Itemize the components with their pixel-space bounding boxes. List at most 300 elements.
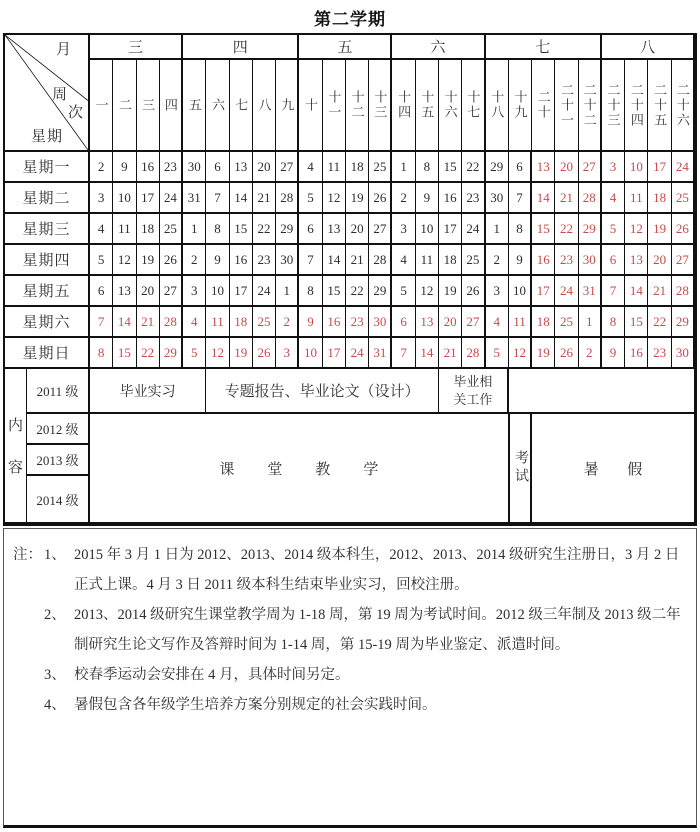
week-number-23-text: 二十三 (605, 82, 621, 128)
date-cell-text: 28 (675, 282, 689, 298)
date-cell-text: 19 (234, 344, 248, 360)
date-cell-text: 31 (582, 282, 596, 298)
date-cell (439, 214, 462, 245)
date-cell (416, 183, 439, 214)
date-cell-text: 11 (118, 220, 131, 236)
date-cell (416, 307, 439, 338)
date-cell-text: 30 (582, 251, 596, 267)
week-number-7 (230, 60, 253, 152)
weekday-label-6-text: 星期六 (22, 315, 71, 331)
week-number-18 (486, 60, 509, 152)
date-cell (90, 152, 113, 183)
grade-label-2012级-text: 2012 级 (36, 422, 79, 437)
date-cell-text: 4 (400, 251, 407, 267)
week-number-13 (369, 60, 392, 152)
date-cell-text: 18 (536, 313, 550, 329)
date-cell-text: 8 (516, 220, 523, 236)
week-number-20 (532, 60, 555, 152)
date-cell (137, 214, 160, 245)
date-cell (532, 214, 555, 245)
weekday-label-3-text: 星期三 (22, 222, 71, 238)
date-cell-text: 21 (350, 251, 364, 267)
date-cell (555, 307, 578, 338)
date-cell-text: 12 (512, 344, 526, 360)
date-cell-text: 29 (582, 220, 596, 236)
week-number-22-text: 二十二 (581, 82, 597, 128)
date-cell (439, 183, 462, 214)
date-cell-text: 1 (190, 220, 198, 236)
date-cell (509, 183, 532, 214)
date-cell (160, 307, 183, 338)
grade-label-2012级 (27, 414, 90, 445)
date-cell-text: 10 (304, 344, 318, 360)
notes-section (3, 528, 697, 828)
week-number-14-text: 十四 (396, 90, 412, 120)
week-number-24 (625, 60, 648, 152)
corner-week-label-char1: 周 (52, 87, 68, 103)
date-cell (486, 245, 509, 276)
weekday-label-4 (5, 245, 90, 276)
week-number-8 (253, 60, 276, 152)
date-cell (253, 152, 276, 183)
date-cell (392, 214, 415, 245)
date-cell (579, 338, 602, 369)
date-cell-text: 23 (560, 251, 573, 267)
date-cell-text: 21 (141, 313, 155, 329)
note-text: 暑假包含各年级学生培养方案分别规定的社会实践时间。 (74, 697, 437, 713)
date-cell-text: 9 (121, 158, 128, 174)
date-cell-text: 22 (350, 282, 364, 298)
date-cell (625, 245, 648, 276)
date-cell (416, 276, 439, 307)
graduation-internship-cell-text: 毕业实习 (119, 384, 176, 400)
date-cell-text: 26 (675, 220, 689, 236)
date-cell-text: 13 (234, 158, 248, 174)
note-number: 3、 (44, 667, 66, 683)
date-cell (369, 214, 392, 245)
date-cell-text: 14 (234, 189, 248, 205)
thesis-report-cell-text: 专题报告、毕业论文（设计） (224, 384, 420, 400)
date-cell-text: 8 (97, 344, 105, 360)
date-cell-text: 23 (163, 158, 177, 174)
date-cell-text: 13 (629, 251, 643, 267)
date-cell (346, 276, 369, 307)
date-cell-text: 9 (516, 251, 523, 267)
month-header-1 (90, 35, 183, 60)
week-number-4-text: 四 (162, 97, 178, 113)
week-number-9 (276, 60, 299, 152)
week-number-19-text: 十九 (512, 90, 528, 120)
date-cell-text: 16 (629, 344, 643, 360)
week-number-12-text: 十二 (349, 90, 365, 120)
week-number-16 (439, 60, 462, 152)
date-cell-text: 2 (586, 344, 593, 360)
date-cell (602, 338, 625, 369)
date-cell (206, 183, 229, 214)
date-cell-text: 17 (234, 282, 248, 298)
date-cell-text: 14 (536, 189, 550, 205)
date-cell-text: 16 (234, 251, 248, 267)
date-cell-text: 14 (117, 313, 131, 329)
date-cell (625, 152, 648, 183)
corner-month-label: 月 (55, 42, 71, 58)
date-cell-text: 19 (350, 189, 364, 205)
date-cell-text: 12 (117, 251, 131, 267)
date-cell (160, 183, 183, 214)
month-header-5 (486, 35, 602, 60)
date-cell-text: 28 (582, 189, 596, 205)
weekday-label-6 (5, 307, 90, 338)
date-cell-text: 9 (214, 251, 221, 267)
date-cell (532, 183, 555, 214)
date-cell-text: 25 (560, 313, 573, 329)
date-cell-text: 10 (117, 189, 131, 205)
date-cell-text: 12 (629, 220, 643, 236)
week-number-2-text: 二 (116, 97, 132, 113)
date-cell (230, 338, 253, 369)
date-cell (90, 276, 113, 307)
date-cell (299, 307, 322, 338)
date-cell (579, 214, 602, 245)
date-cell (90, 245, 113, 276)
date-cell (369, 338, 392, 369)
month-header-2-text: 四 (232, 40, 248, 56)
date-cell-text: 6 (214, 158, 221, 174)
date-cell (486, 183, 509, 214)
date-cell (323, 338, 346, 369)
week-number-18-text: 十八 (489, 90, 505, 120)
notes-list (44, 540, 686, 720)
date-cell-text: 28 (373, 251, 387, 267)
date-cell (253, 183, 276, 214)
month-header-5-text: 七 (535, 40, 551, 56)
date-cell-text: 8 (307, 282, 314, 298)
week-number-1-text: 一 (93, 97, 109, 113)
date-cell-text: 7 (400, 344, 407, 360)
date-cell (602, 307, 625, 338)
date-cell-text: 20 (443, 313, 457, 329)
date-cell (346, 183, 369, 214)
date-cell-text: 3 (97, 189, 105, 205)
date-cell (509, 338, 532, 369)
week-number-15 (416, 60, 439, 152)
date-cell-text: 30 (187, 158, 201, 174)
date-cell (486, 276, 509, 307)
date-cell-text: 24 (560, 282, 573, 298)
date-cell (253, 214, 276, 245)
date-cell (299, 152, 322, 183)
grade-label-2013级-text: 2013 级 (36, 453, 79, 468)
date-cell-text: 15 (234, 220, 248, 236)
date-cell (230, 152, 253, 183)
grade-label-2011级-text: 2011 级 (36, 384, 79, 399)
date-cell (113, 214, 136, 245)
date-cell-text: 5 (97, 251, 105, 267)
weekday-label-2-text: 星期二 (22, 191, 71, 207)
date-cell-text: 31 (373, 344, 387, 360)
date-cell-text: 4 (493, 313, 500, 329)
date-cell-text: 6 (307, 220, 314, 236)
date-cell-text: 2 (97, 158, 105, 174)
date-cell-text: 3 (493, 282, 500, 298)
date-cell-text: 15 (443, 158, 457, 174)
week-number-5-text: 五 (186, 97, 202, 113)
weekday-label-1 (5, 152, 90, 183)
grade-label-2014级 (27, 476, 90, 524)
date-cell-text: 2 (493, 251, 500, 267)
date-cell-text: 29 (490, 158, 504, 174)
date-cell-text: 12 (210, 344, 224, 360)
date-cell (625, 214, 648, 245)
graduation-related-work-cell (439, 369, 509, 414)
date-cell-text: 11 (630, 189, 643, 205)
date-cell (532, 307, 555, 338)
date-cell (276, 183, 299, 214)
week-number-2 (113, 60, 136, 152)
date-cell (579, 152, 602, 183)
date-cell (648, 152, 671, 183)
date-cell-text: 8 (609, 313, 617, 329)
date-cell (276, 276, 299, 307)
date-cell-text: 18 (234, 313, 248, 329)
date-cell-text: 20 (141, 282, 155, 298)
date-cell-text: 27 (466, 313, 480, 329)
date-cell-text: 27 (675, 251, 689, 267)
date-cell (439, 338, 462, 369)
date-cell-text: 28 (466, 344, 480, 360)
date-cell-text: 14 (327, 251, 341, 267)
date-cell-text: 20 (257, 158, 271, 174)
week-number-17 (462, 60, 485, 152)
date-cell-text: 10 (210, 282, 224, 298)
date-cell (672, 183, 695, 214)
date-cell (346, 245, 369, 276)
date-cell (230, 183, 253, 214)
date-cell (113, 152, 136, 183)
date-cell (137, 276, 160, 307)
date-cell-text: 5 (307, 189, 314, 205)
month-header-4 (392, 35, 485, 60)
date-cell (346, 307, 369, 338)
date-cell (206, 307, 229, 338)
week-number-5 (183, 60, 206, 152)
date-cell (206, 276, 229, 307)
note-item-2 (44, 600, 686, 660)
date-cell-text: 24 (257, 282, 271, 298)
content-section-label-char2: 容 (7, 460, 23, 476)
date-cell-text: 1 (400, 158, 407, 174)
date-cell-text: 6 (97, 282, 105, 298)
date-cell-text: 5 (493, 344, 500, 360)
date-cell-text: 5 (400, 282, 407, 298)
weekday-label-7 (5, 338, 90, 369)
date-cell-text: 13 (536, 158, 550, 174)
date-cell-text: 1 (586, 313, 593, 329)
date-cell-text: 16 (536, 251, 550, 267)
date-cell-text: 8 (423, 158, 431, 174)
week-number-13-text: 十三 (372, 90, 388, 120)
date-cell (392, 307, 415, 338)
date-cell (462, 276, 485, 307)
date-cell-text: 26 (560, 344, 573, 360)
date-cell (648, 183, 671, 214)
date-cell (206, 245, 229, 276)
date-cell-text: 23 (653, 344, 667, 360)
month-header-6 (602, 35, 695, 60)
week-number-20-text: 二十 (535, 90, 551, 120)
date-cell-text: 29 (163, 344, 177, 360)
date-cell (90, 338, 113, 369)
date-cell (206, 214, 229, 245)
date-cell (509, 307, 532, 338)
date-cell-text: 21 (653, 282, 667, 298)
date-cell-text: 3 (609, 158, 617, 174)
date-cell-text: 24 (466, 220, 480, 236)
weekday-label-5 (5, 276, 90, 307)
date-cell (509, 245, 532, 276)
date-cell (346, 152, 369, 183)
date-cell-text: 16 (327, 313, 341, 329)
graduation-internship-cell (90, 369, 206, 414)
date-cell-text: 23 (466, 189, 480, 205)
date-cell-text: 19 (536, 344, 550, 360)
classroom-teaching-cell-text: 课堂教学 (219, 461, 412, 478)
month-header-2 (183, 35, 299, 60)
date-cell-text: 14 (420, 344, 434, 360)
empty-cell (509, 369, 695, 414)
date-cell (648, 307, 671, 338)
date-cell (439, 307, 462, 338)
month-header-6-text: 八 (639, 40, 655, 56)
date-cell-text: 13 (327, 220, 341, 236)
date-cell-text: 4 (307, 158, 314, 174)
date-cell (602, 245, 625, 276)
date-cell (369, 307, 392, 338)
date-cell (462, 183, 485, 214)
date-cell-text: 24 (350, 344, 364, 360)
date-cell-text: 14 (629, 282, 643, 298)
date-cell (183, 276, 206, 307)
date-cell-text: 21 (257, 189, 271, 205)
date-cell (253, 276, 276, 307)
date-cell-text: 4 (97, 220, 105, 236)
weekday-label-2 (5, 183, 90, 214)
week-number-6 (206, 60, 229, 152)
date-cell (137, 183, 160, 214)
date-cell (299, 245, 322, 276)
date-cell-text: 17 (327, 344, 341, 360)
date-cell (579, 245, 602, 276)
date-cell-text: 8 (214, 220, 221, 236)
date-cell-text: 11 (211, 313, 224, 329)
date-cell (462, 152, 485, 183)
calendar-grid (3, 33, 697, 526)
date-cell (230, 276, 253, 307)
corner-weekday-label: 星期 (31, 129, 64, 145)
week-number-24-text: 二十四 (628, 82, 644, 128)
date-cell-text: 24 (163, 189, 177, 205)
date-cell-text: 2 (400, 189, 407, 205)
note-text: 校春季运动会安排在 4 月，具体时间另定。 (74, 667, 350, 683)
date-cell-text: 11 (513, 313, 526, 329)
date-cell (439, 152, 462, 183)
date-cell (113, 183, 136, 214)
date-cell (369, 183, 392, 214)
date-cell-text: 13 (420, 313, 434, 329)
date-cell-text: 11 (327, 158, 341, 174)
note-text: 2013、2014 级研究生课堂教学周为 1-18 周，第 19 周为考试时间。2012 级三年制及 2013 级二年制研究生论文写作及答辩时间为 1-14 周，第 15-19 周为毕业鉴定、派遣时间。 (74, 607, 681, 653)
date-cell-text: 10 (629, 158, 643, 174)
date-cell-text: 7 (609, 282, 617, 298)
date-cell (323, 307, 346, 338)
date-cell (509, 214, 532, 245)
date-cell-text: 25 (163, 220, 177, 236)
week-number-16-text: 十六 (442, 90, 458, 120)
date-cell (206, 152, 229, 183)
date-cell (625, 338, 648, 369)
date-cell-text: 13 (117, 282, 131, 298)
date-cell (509, 152, 532, 183)
date-cell (648, 276, 671, 307)
date-cell (230, 307, 253, 338)
date-cell-text: 7 (307, 251, 314, 267)
date-cell-text: 15 (117, 344, 131, 360)
date-cell-text: 6 (400, 313, 407, 329)
date-cell (113, 276, 136, 307)
week-number-3 (137, 60, 160, 152)
date-cell-text: 22 (257, 220, 271, 236)
summer-vacation-cell-text: 暑假 (583, 461, 671, 478)
notes-prefix: 注： (13, 547, 42, 563)
note-text: 2015 年 3 月 1 日为 2012、2013、2014 级本科生，2012、2013、2014 级研究生注册日，3 月 2 日正式上课。4 月 3 日 2011 级本科生结束毕业实习，回校注册。 (74, 547, 680, 593)
date-cell (672, 307, 695, 338)
date-cell (160, 338, 183, 369)
week-number-4 (160, 60, 183, 152)
date-cell (253, 338, 276, 369)
date-cell (369, 152, 392, 183)
week-number-15-text: 十五 (419, 90, 435, 120)
date-cell-text: 19 (141, 251, 155, 267)
date-cell-text: 5 (190, 344, 198, 360)
date-cell-text: 5 (609, 220, 617, 236)
week-number-17-text: 十七 (465, 90, 481, 120)
date-cell-text: 16 (443, 189, 457, 205)
weekday-label-5-text: 星期五 (22, 284, 71, 300)
date-cell (648, 338, 671, 369)
date-cell (392, 183, 415, 214)
date-cell (439, 276, 462, 307)
date-cell (648, 245, 671, 276)
date-cell (392, 338, 415, 369)
date-cell-text: 3 (400, 220, 407, 236)
date-cell (486, 307, 509, 338)
date-cell (486, 338, 509, 369)
date-cell-text: 10 (512, 282, 526, 298)
week-number-25-text: 二十五 (652, 82, 668, 128)
date-cell (555, 152, 578, 183)
date-cell-text: 4 (609, 189, 617, 205)
grade-label-2014级-text: 2014 级 (36, 492, 79, 508)
date-cell-text: 28 (163, 313, 177, 329)
date-cell (509, 276, 532, 307)
month-header-3-text: 五 (337, 40, 353, 56)
date-cell-text: 25 (675, 189, 689, 205)
date-cell-text: 24 (675, 158, 689, 174)
date-cell-text: 30 (675, 344, 689, 360)
date-cell (137, 152, 160, 183)
date-cell (90, 307, 113, 338)
date-cell (672, 152, 695, 183)
